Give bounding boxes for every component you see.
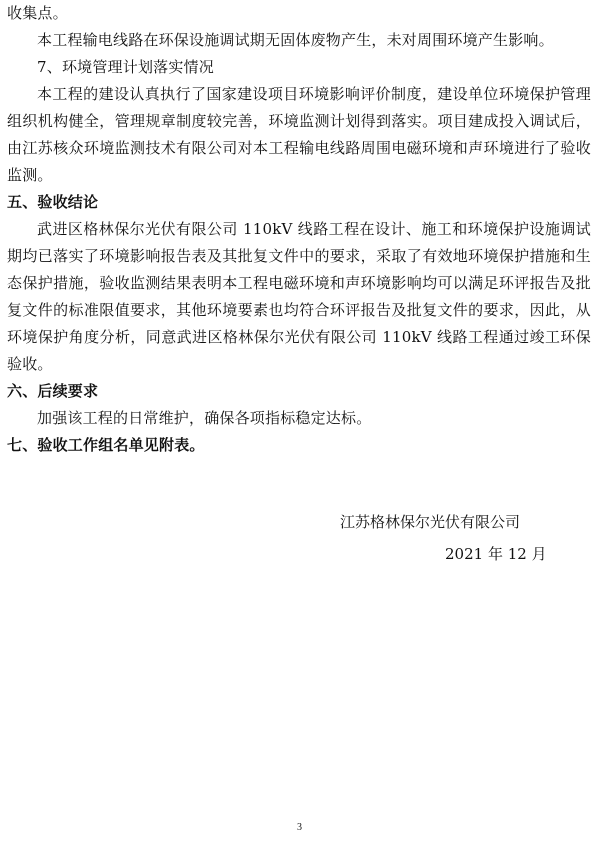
paragraph-acceptance-conclusion: 武进区格林保尔光伏有限公司 110kV 线路工程在设计、施工和环境保护设施调试期均已落实了环境影响报告表及其批复文件中的要求，采取了有效地环境保护措施和生态保护措施，验收监测结果表明本工程电磁环境和声环境影响均可以满足环评报告及批复文件的标准限值要求，其他环境要素也均符合环评报告及批复文件的要求，因此，从环境保护角度分析，同意武进区格林保尔光伏有限公司 110kV 线路工程通过竣工环保验收。 bbox=[7, 220, 591, 373]
heading-work-group-list: 七、验收工作组名单见附表。 bbox=[7, 436, 205, 454]
page-number: 3 bbox=[297, 822, 302, 833]
signature-block bbox=[340, 509, 580, 568]
paragraph-solid-waste: 本工程输电线路在环保设施调试期无固体废物产生，未对周围环境产生影响。 bbox=[37, 31, 554, 49]
heading-acceptance-conclusion: 五、验收结论 bbox=[7, 193, 99, 211]
paragraph-follow-up: 加强该工程的日常维护，确保各项指标稳定达标。 bbox=[37, 409, 372, 427]
paragraph-management-plan: 本工程的建设认真执行了国家建设项目环境影响评价制度，建设单位环境保护管理组织机构健全，管理规章制度较完善，环境监测计划得到落实。项目建成投入调试后，由江苏核众环境监测技术有限公司对本工程输电线路周围电磁环境和声环境进行了验收监测。 bbox=[7, 85, 591, 184]
heading-follow-up: 六、后续要求 bbox=[7, 382, 99, 400]
document-body bbox=[7, 0, 591, 459]
signature-company: 江苏格林保尔光伏有限公司 bbox=[340, 513, 521, 531]
heading-management-plan: 7、环境管理计划落实情况 bbox=[37, 58, 214, 76]
paragraph-collection-point: 收集点。 bbox=[7, 4, 68, 22]
signature-date: 2021 年 12 月 bbox=[445, 545, 547, 563]
